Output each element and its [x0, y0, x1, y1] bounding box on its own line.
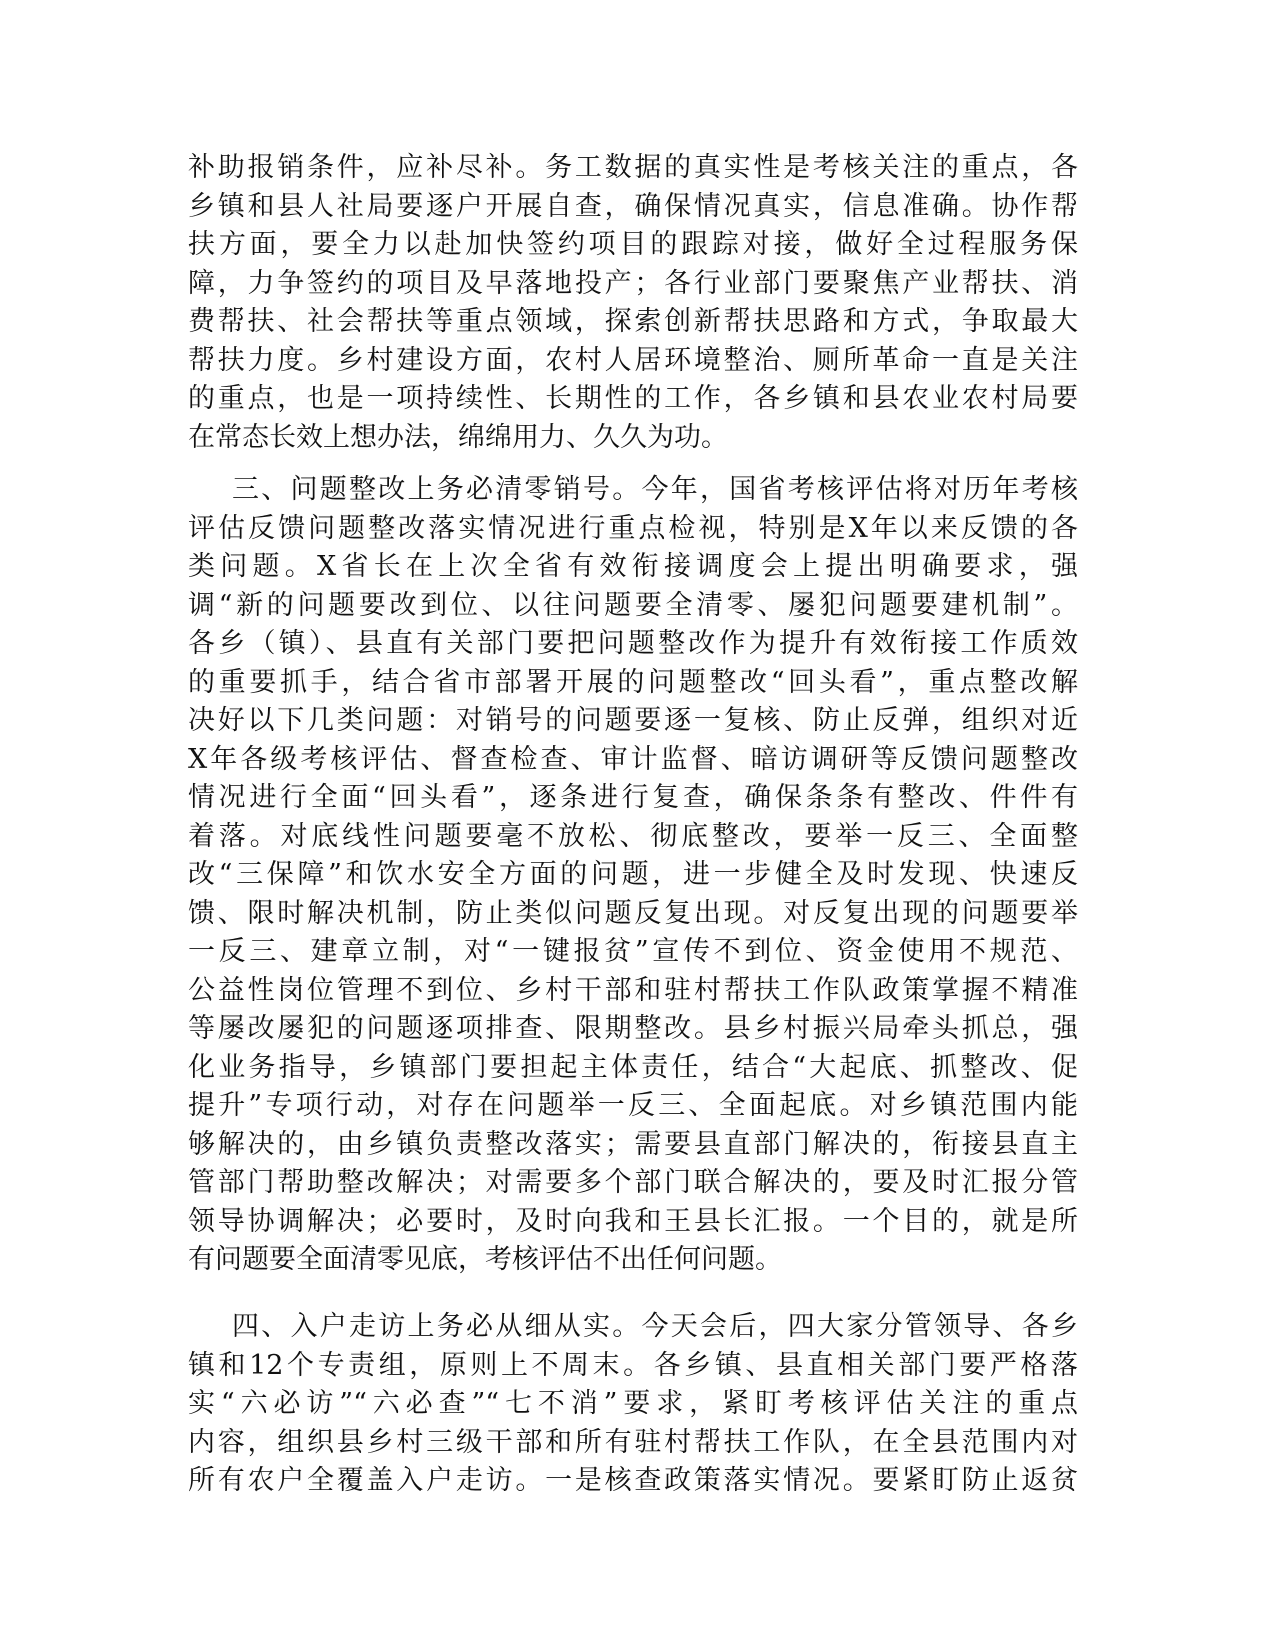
text-line: 情况进行全面“回头看”，逐条进行复查，确保条条有整改、件件有 [188, 782, 1078, 813]
text-line: 各乡（镇）、县直有关部门要把问题整改作为提升有效衔接工作质效 [188, 628, 1078, 659]
text-line: 帮扶力度。乡村建设方面，农村人居环境整治、厕所革命一直是关注 [188, 344, 1078, 376]
text-line: 改“三保障”和饮水安全方面的问题，进一步健全及时发现、快速反 [188, 859, 1078, 890]
text-line: 馈、限时解决机制，防止类似问题反复出现。对反复出现的问题要举 [188, 897, 1078, 929]
text-line: 够解决的，由乡镇负责整改落实；需要县直部门解决的，衔接县直主 [188, 1128, 1078, 1160]
text-line: 在常态长效上想办法，绵绵用力、久久为功。 [188, 421, 728, 453]
text-line: 乡镇和县人社局要逐户开展自查，确保情况真实，信息准确。协作帮 [188, 190, 1078, 222]
text-line: 的重要抓手，结合省市部署开展的问题整改“回头看”，重点整改解 [188, 666, 1078, 698]
text-line: 所有农户全覆盖入户走访。一是核查政策落实情况。要紧盯防止返贫 [188, 1465, 1078, 1496]
text-line: 决好以下几类问题：对销号的问题要逐一复核、防止反弹，组织对近 [188, 705, 1078, 736]
text-line: 一反三、建章立制，对“一键报贫”宣传不到位、资金使用不规范、 [188, 936, 1078, 967]
text-line: 补助报销条件，应补尽补。务工数据的真实性是考核关注的重点，各 [188, 152, 1078, 183]
text-line: 费帮扶、社会帮扶等重点领域，探索创新帮扶思路和方式，争取最大 [188, 306, 1078, 337]
text-line: 障，力争签约的项目及早落地投产；各行业部门要聚焦产业帮扶、消 [188, 267, 1078, 299]
text-line: 公益性岗位管理不到位、乡村干部和驻村帮扶工作队政策掌握不精准 [188, 974, 1078, 1006]
text-line: 三、问题整改上务必清零销号。今年，国省考核评估将对历年考核 [232, 474, 1078, 505]
text-line: 四、入户走访上务必从细从实。今天会后，四大家分管领导、各乡 [232, 1311, 1078, 1342]
text-line: 类问题。X省长在上次全省有效衔接调度会上提出明确要求，强 [188, 551, 1078, 582]
text-line: 领导协调解决；必要时，及时向我和王县长汇报。一个目的，就是所 [188, 1205, 1078, 1237]
text-line: 实“六必访”“六必查”“七不消”要求，紧盯考核评估关注的重点 [188, 1388, 1078, 1419]
text-line: 化业务指导，乡镇部门要担起主体责任，结合“大起底、抓整改、促 [188, 1051, 1078, 1083]
paragraph-problem-rectification [188, 471, 1078, 1280]
text-line: X年各级考核评估、督查检查、审计监督、暗访调研等反馈问题整改 [188, 743, 1078, 775]
text-line: 管部门帮助整改解决；对需要多个部门联合解决的，要及时汇报分管 [188, 1167, 1078, 1198]
text-line: 的重点，也是一项持续性、长期性的工作，各乡镇和县农业农村局要 [188, 383, 1078, 414]
text-line: 调“新的问题要改到位、以往问题要全清零、屡犯问题要建机制”。 [188, 589, 1078, 621]
paragraph-household-visits [188, 1308, 1078, 1501]
text-line: 镇和12个专责组，原则上不周末。各乡镇、县直相关部门要严格落 [188, 1349, 1078, 1381]
text-line: 等屡改屡犯的问题逐项排查、限期整改。县乡村振兴局牵头抓总，强 [188, 1013, 1078, 1044]
paragraph-continuation [188, 149, 1078, 457]
text-line: 评估反馈问题整改落实情况进行重点检视，特别是X年以来反馈的各 [188, 512, 1078, 544]
text-line: 提升”专项行动，对存在问题举一反三、全面起底。对乡镇范围内能 [188, 1090, 1078, 1121]
text-line: 扶方面，要全力以赴加快签约项目的跟踪对接，做好全过程服务保 [188, 229, 1078, 260]
text-line: 有问题要全面清零见底，考核评估不出任何问题。 [188, 1244, 782, 1275]
text-line: 着落。对底线性问题要毫不放松、彻底整改，要举一反三、全面整 [188, 820, 1078, 852]
text-line: 内容，组织县乡村三级干部和所有驻村帮扶工作队，在全县范围内对 [188, 1426, 1078, 1458]
